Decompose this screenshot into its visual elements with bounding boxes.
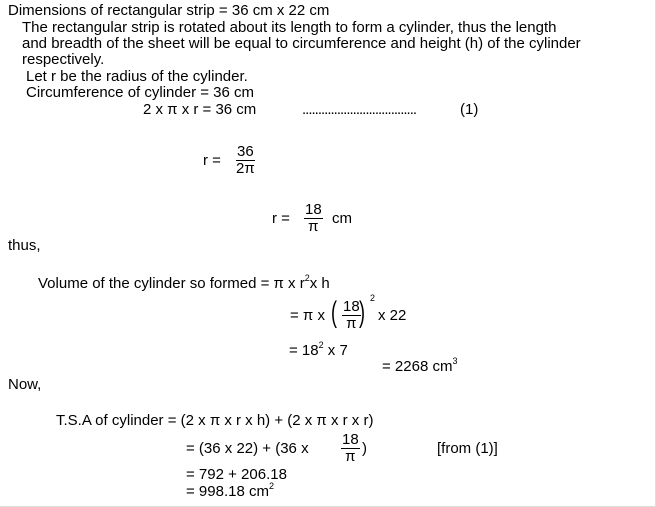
- now-label: Now,: [8, 376, 42, 393]
- fraction-18-over-pi: [342, 299, 361, 332]
- denominator: π: [346, 315, 357, 332]
- dimensions-line: Dimensions of rectangular strip = 36 cm x 22 cm: [8, 2, 330, 19]
- tsa-reference: [from (1)]: [437, 440, 498, 457]
- tsa-step-1-close: ): [362, 440, 367, 457]
- numerator: 18: [342, 431, 359, 448]
- volume-step-1-tail: x 22: [378, 307, 407, 324]
- volume-result: [382, 358, 457, 375]
- circumference-line: Circumference of cylinder = 36 cm: [26, 84, 255, 101]
- r-lhs-2: r =: [272, 210, 290, 227]
- tsa-step-1: = (36 x 22) + (36 x: [186, 440, 309, 457]
- denominator: 2π: [236, 160, 255, 177]
- exponent: 2: [370, 293, 376, 303]
- volume-lhs: Volume of the cylinder so formed = π x r: [38, 275, 305, 292]
- tsa-formula: T.S.A of cylinder = (2 x π x r x h) + (2 x π x r x r): [56, 412, 374, 429]
- right-paren: ): [359, 296, 365, 329]
- volume-formula: [38, 275, 330, 292]
- radius-definition: Let r be the radius of the cylinder.: [26, 68, 248, 85]
- fraction-18-over-pi: [304, 202, 323, 235]
- result-text: = 2268 cm: [382, 358, 453, 375]
- exponent: 2: [318, 340, 324, 350]
- tsa-step-2: = 792 + 206.18: [186, 466, 287, 483]
- volume-rhs: x h: [309, 275, 330, 292]
- equation-ref-1: (1): [460, 101, 479, 118]
- exponent: 2: [268, 481, 274, 491]
- explanation-line-2: and breadth of the sheet will be equal to circumference and height (h) of the cylinder: [22, 35, 581, 52]
- numerator: 18: [343, 298, 360, 315]
- exponent: 3: [452, 356, 458, 366]
- explanation-line-3: respectively.: [22, 51, 105, 68]
- numerator: 18: [305, 201, 322, 218]
- numerator: 36: [237, 143, 254, 160]
- volume-step-1: = π x: [290, 307, 325, 324]
- tsa-result: [186, 483, 274, 500]
- result-text: = 998.18 cm: [186, 483, 269, 500]
- left-paren: (: [331, 296, 337, 329]
- denominator: π: [308, 218, 319, 235]
- step-text: x 7: [323, 342, 348, 359]
- equation-1: 2 x π x r = 36 cm: [143, 101, 257, 118]
- step-text: = 18: [289, 342, 319, 359]
- exponent: 2: [304, 273, 310, 283]
- thus-label: thus,: [8, 237, 41, 254]
- fraction-18-over-pi: [341, 432, 360, 465]
- r-lhs-1: r =: [203, 152, 221, 169]
- denominator: π: [345, 448, 356, 465]
- volume-step-2: [289, 342, 348, 359]
- fraction-36-over-2pi: [236, 144, 255, 177]
- leader-dots: ....................................: [302, 101, 417, 118]
- explanation-line-1: The rectangular strip is rotated about its length to form a cylinder, thus the length: [22, 19, 557, 36]
- r-unit: cm: [332, 210, 352, 227]
